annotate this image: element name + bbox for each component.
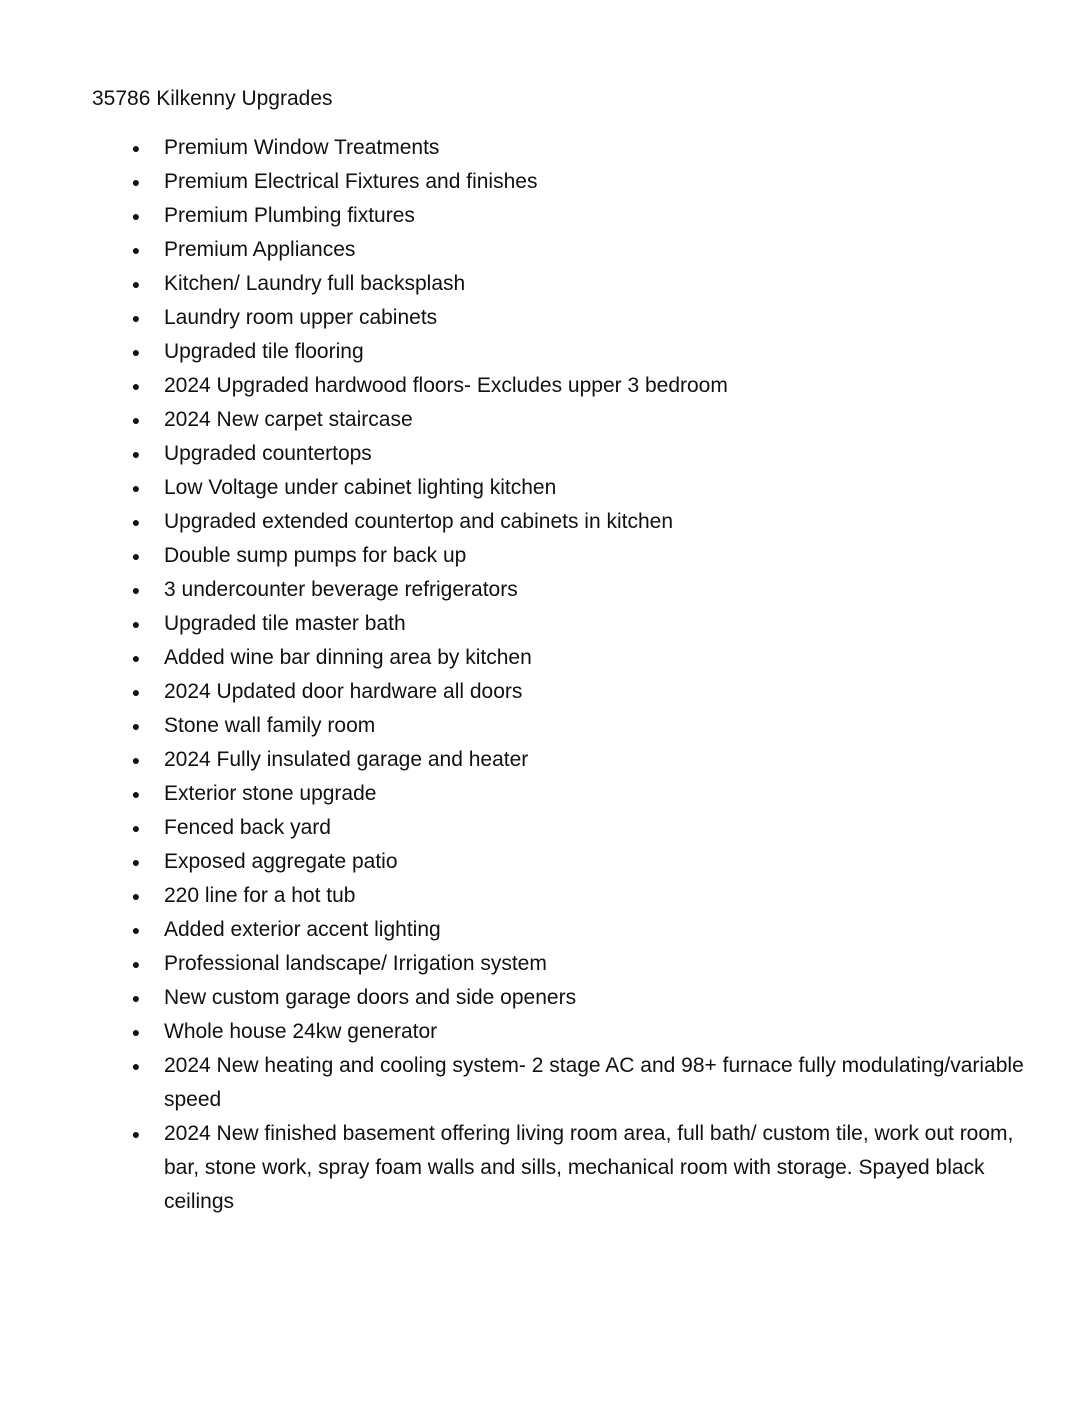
list-item (0, 199, 1092, 233)
list-item (0, 913, 1092, 947)
list-item-text: Premium Appliances (164, 238, 356, 261)
list-item (0, 539, 1092, 573)
list-item-text: Premium Window Treatments (164, 136, 440, 159)
list-item-text: 2024 New heating and cooling system- 2 stage AC and 98+ furnace fully modulating/variable speed (164, 1054, 1024, 1111)
bullet-icon: ● (131, 276, 141, 292)
list-item-text: Added exterior accent lighting (164, 918, 441, 941)
list-item (0, 641, 1092, 675)
list-item (0, 777, 1092, 811)
list-item (0, 335, 1092, 369)
list-item-text: 3 undercounter beverage refrigerators (164, 578, 518, 601)
list-item-text: 2024 New carpet staircase (164, 408, 413, 431)
list-item (0, 573, 1092, 607)
list-item-text: Added wine bar dinning area by kitchen (164, 646, 532, 669)
list-item-text: Upgraded extended countertop and cabinets in kitchen (164, 510, 674, 533)
bullet-icon: ● (131, 140, 141, 156)
list-item (0, 131, 1092, 165)
list-item (0, 709, 1092, 743)
list-item-text: 2024 Upgraded hardwood floors- Excludes upper 3 bedroom (164, 374, 728, 397)
bullet-icon: ● (131, 820, 141, 836)
list-item-text: 2024 Updated door hardware all doors (164, 680, 523, 703)
list-item (0, 471, 1092, 505)
bullet-icon: ● (131, 344, 141, 360)
list-item-text: Kitchen/ Laundry full backsplash (164, 272, 466, 295)
bullet-icon: ● (131, 854, 141, 870)
bullet-icon: ● (131, 242, 141, 258)
bullet-icon: ● (131, 378, 141, 394)
bullet-icon: ● (131, 208, 141, 224)
bullet-icon: ● (131, 310, 141, 326)
bullet-icon: ● (131, 616, 141, 632)
bullet-icon: ● (131, 786, 141, 802)
list-item-text: Double sump pumps for back up (164, 544, 467, 567)
bullet-icon: ● (131, 1126, 141, 1142)
list-item-text: 2024 Fully insulated garage and heater (164, 748, 529, 771)
document-title: 35786 Kilkenny Upgrades (92, 87, 333, 110)
list-item-text: New custom garage doors and side openers (164, 986, 577, 1009)
list-item (0, 1117, 1092, 1219)
list-item (0, 301, 1092, 335)
bullet-icon: ● (131, 922, 141, 938)
bullet-icon: ● (131, 990, 141, 1006)
list-item (0, 369, 1092, 403)
list-item-text: Professional landscape/ Irrigation system (164, 952, 547, 975)
list-item-text: Stone wall family room (164, 714, 376, 737)
list-item (0, 981, 1092, 1015)
bullet-icon: ● (131, 548, 141, 564)
bullet-icon: ● (131, 412, 141, 428)
list-item-text: Upgraded tile flooring (164, 340, 364, 363)
list-item-text: Laundry room upper cabinets (164, 306, 438, 329)
list-item-text: 220 line for a hot tub (164, 884, 356, 907)
list-item (0, 1015, 1092, 1049)
list-item (0, 403, 1092, 437)
bullet-icon: ● (131, 582, 141, 598)
list-item (0, 233, 1092, 267)
bullet-icon: ● (131, 956, 141, 972)
list-item (0, 267, 1092, 301)
list-item-text: Fenced back yard (164, 816, 331, 839)
bullet-icon: ● (131, 480, 141, 496)
bullet-icon: ● (131, 446, 141, 462)
bullet-icon: ● (131, 174, 141, 190)
list-item-text: Low Voltage under cabinet lighting kitchen (164, 476, 557, 499)
list-item-text: Upgraded countertops (164, 442, 372, 465)
bullet-icon: ● (131, 1058, 141, 1074)
list-item (0, 811, 1092, 845)
list-item (0, 165, 1092, 199)
upgrade-list (0, 131, 1092, 1219)
list-item-text: Premium Plumbing fixtures (164, 204, 415, 227)
list-item (0, 1049, 1092, 1117)
list-item (0, 743, 1092, 777)
list-item (0, 845, 1092, 879)
list-item-text: Premium Electrical Fixtures and finishes (164, 170, 538, 193)
bullet-icon: ● (131, 514, 141, 530)
bullet-icon: ● (131, 718, 141, 734)
bullet-icon: ● (131, 1024, 141, 1040)
list-item (0, 879, 1092, 913)
list-item-text: Upgraded tile master bath (164, 612, 406, 635)
bullet-icon: ● (131, 888, 141, 904)
list-item (0, 437, 1092, 471)
bullet-icon: ● (131, 752, 141, 768)
bullet-icon: ● (131, 650, 141, 666)
list-item-text: Whole house 24kw generator (164, 1020, 438, 1043)
list-item-text: Exposed aggregate patio (164, 850, 398, 873)
list-item-text: Exterior stone upgrade (164, 782, 377, 805)
bullet-icon: ● (131, 684, 141, 700)
list-item (0, 675, 1092, 709)
list-item-text: 2024 New finished basement offering living room area, full bath/ custom tile, work out room, bar, stone work, spray foam walls and sills, mechanical room with storage. Spayed black ceilings (164, 1122, 1014, 1213)
list-item (0, 947, 1092, 981)
list-item (0, 505, 1092, 539)
list-item (0, 607, 1092, 641)
